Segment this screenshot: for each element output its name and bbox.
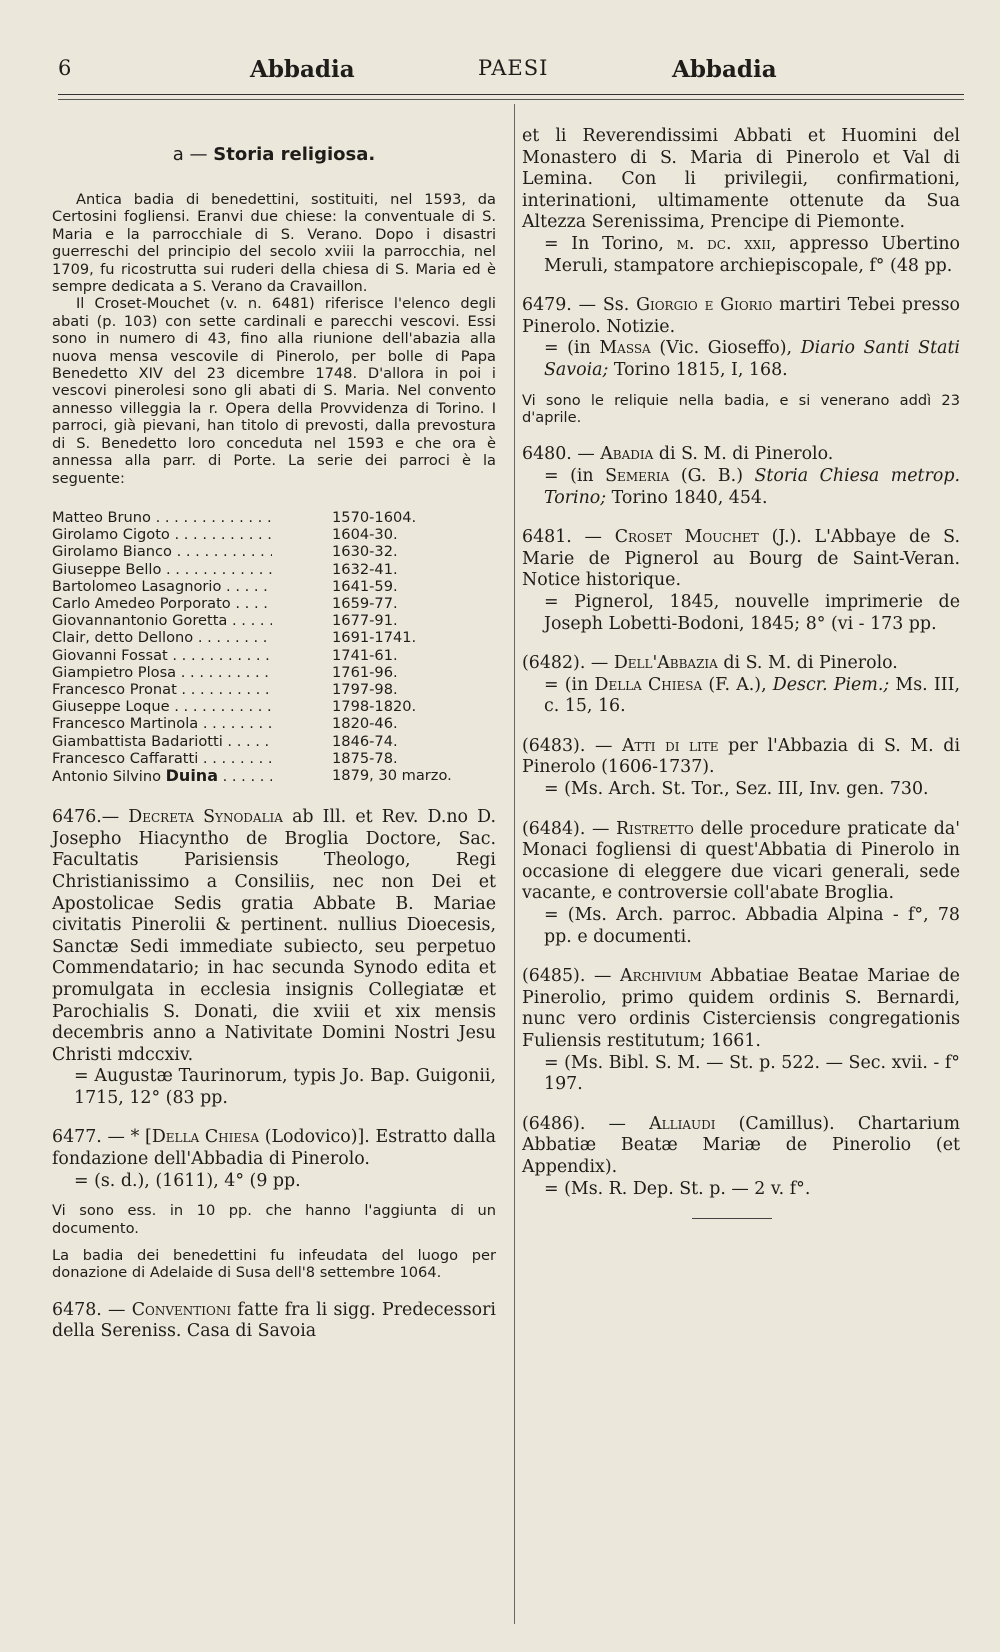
list-item: Giuseppe Loque . . . 1798-1820. bbox=[52, 698, 496, 715]
list-item: Francesco Caffaratti . . . 1875-78. bbox=[52, 750, 496, 767]
note-6477-b: La badia dei benedettini fu infeudata del luogo per donazione di Adelaide di Susa dell'8 settembre 1064. bbox=[52, 1247, 496, 1282]
section-title: a — Storia religiosa. bbox=[172, 144, 376, 165]
list-item: Clair, detto Dellono . . . 1691-1741. bbox=[52, 629, 496, 646]
list-item: Bartolomeo Lasagnorio . . . 1641-59. bbox=[52, 578, 496, 595]
list-item: Girolamo Bianco . . . 1630-32. bbox=[52, 543, 496, 560]
list-item: Francesco Martinola . . . 1820-46. bbox=[52, 715, 496, 732]
header-right-title: Abbadia bbox=[672, 56, 777, 83]
entry-6486: (6486). — Alliaudi (Camillus). Chartarium Abbatiæ Beatæ Mariæ de Pinerolio (et Appendix). = (Ms. R. Dep. St. p. — 2 v. f°. bbox=[522, 1113, 960, 1199]
list-item: Carlo Amedeo Porporato . . . 1659-77. bbox=[52, 595, 496, 612]
abbots-paragraph: Il Croset-Mouchet (v. n. 6481) riferisce l'elenco degli abati (p. 103) con sette cardinali e parecchi vescovi. Essi sono in numero di 43, fino alla riunione dell'abazia alla nuova mensa vescovile di Pinerolo, per bolle di Papa Benedetto XIV del 23 dicembre 1748. D'allora in poi i vescovi pinerolesi sono gli abati di S. Maria. Nel convento annesso villeggia la r. Opera della Provvidenza di Torino. I parroci, già pievani, han titolo di prevosti, dalla prevostura di S. Benedetto loro conceduta nel 1593 e che ora è annessa alla parr. di Porte. La serie dei parroci è la seguente: bbox=[52, 295, 496, 487]
note-6479: Vi sono le reliquie nella badia, e si venerano addì 23 d'aprile. bbox=[522, 391, 960, 426]
page-number: 6 bbox=[58, 56, 72, 80]
header-center-title: PAESI bbox=[478, 56, 549, 80]
history-paragraph: Antica badia di benedettini, sostituiti, nel 1593, da Certosini fogliensi. Eranvi due chiese: la conventuale di S. Maria e la parrocchiale di S. Verano. Dopo i disastri guerreschi del principio del secolo xviii la parrocchia, nel 1709, fu ricostrutta sui ruderi della chiesa di S. Maria ed è sempre dedicata a S. Verano da Cravaillon. bbox=[52, 191, 496, 296]
header-rule bbox=[58, 94, 964, 95]
entry-6476: 6476.— Decreta Synodalia ab Ill. et Rev. D.no D. Josepho Hiacyntho de Broglia Doctore, Sac. Facultatis Parisiensis Theologo, Regi Christianissimo a Consiliis, nec non Dei et Apostolicae Sedis gratia Abbate B. Mariae civitatis Pinerolii & pertinent. nullius Dioecesis, Sanctæ Sedi immediate subiecto, seu perpetuo Commendatario; in hac secunda Synodo edita et promulgata in ecclesia insignis Collegiatæ et Parochialis S. Donati, die xviii et xix mensis decembris anno a Nativitate Domini Nostri Jesu Christi mdccxiv. = Augustæ Taurinorum, typis Jo. Bap. Guigonii, 1715, 12° (83 pp. bbox=[52, 807, 496, 1108]
entry-6478: 6478. — Conventioni fatte fra li sigg. Predecessori della Sereniss. Casa di Savoia bbox=[52, 1299, 496, 1342]
entry-6479: 6479. — Ss. Giorgio e Giorio martiri Tebei presso Pinerolo. Notizie. = (in Massa (Vic. Gioseffo), Diario Santi Stati Savoia; Torino 1815, I, 168. bbox=[522, 295, 960, 380]
entry-6481: 6481. — Croset Mouchet (J.). L'Abbaye de S. Marie de Pignerol au Bourg de Saint-Veran. Notice historique. = Pignerol, 1845, nouvelle imprimerie de Joseph Lobetti-Bodoni, 1845; 8° (vi - 173 pp. bbox=[522, 527, 960, 634]
entry-6477: 6477. — * [Della Chiesa (Lodovico)]. Estratto dalla fondazione dell'Abbadia di Pinerolo. = (s. d.), (1611), 4° (9 pp. bbox=[52, 1127, 496, 1191]
entry-6482: (6482). — Dell'Abbazia di S. M. di Pinerolo. = (in Della Chiesa (F. A.), Descr. Piem.; Ms. III, c. 15, 16. bbox=[522, 653, 960, 717]
list-item: Giovanni Fossat . . . 1741-61. bbox=[52, 647, 496, 664]
list-item: Antonio Silvino Duina . . . 1879, 30 marzo. bbox=[52, 767, 496, 785]
list-item: Matteo Bruno . . . 1570-1604. bbox=[52, 509, 496, 526]
entry-6484: (6484). — Ristretto delle procedure praticate da' Monaci fogliensi di quest'Abbatia di Pinerolo in occasione di eleggere due vicari generali, sede vacante, e controversie coll'abate Broglia. = (Ms. Arch. parroc. Abbadia Alpina - f°, 78 pp. e documenti. bbox=[522, 818, 960, 947]
entry-6478-continued: et li Reverendissimi Abbati et Huomini del Monastero di S. Maria di Pinerolo et Val di Lemina. Con li privilegii, confirmationi, interinationi, ultimamente ottenute da Sua Altezza Serenissima, Prencipe di Piemonte. = In Torino, m. dc. xxii, appresso Ubertino Meruli, stampatore archiepiscopale, f° (48 pp. bbox=[522, 126, 960, 276]
end-rule bbox=[692, 1218, 772, 1219]
list-item: Girolamo Cigoto . . . 1604-30. bbox=[52, 526, 496, 543]
left-column bbox=[52, 136, 496, 1361]
list-item: Giampietro Plosa . . . 1761-96. bbox=[52, 664, 496, 681]
entry-6485: (6485). — Archivium Abbatiae Beatae Mariae de Pinerolio, primo quidem ordinis S. Bernardi, nunc vero ordinis Cisterciensis congregationis Fuliensis restitutum; 1661. = (Ms. Bibl. S. M. — St. p. 522. — Sec. xvii. - f° 197. bbox=[522, 966, 960, 1095]
list-item: Francesco Pronat . . . 1797-98. bbox=[52, 681, 496, 698]
list-item: Giambattista Badariotti . . . 1846-74. bbox=[52, 733, 496, 750]
right-column bbox=[522, 126, 960, 1219]
entry-6480: 6480. — Abadia di S. M. di Pinerolo. = (in Semeria (G. B.) Storia Chiesa metrop. Torino; Torino 1840, 454. bbox=[522, 444, 960, 508]
column-divider bbox=[514, 104, 515, 1624]
running-header bbox=[58, 56, 964, 96]
parish-priests-list bbox=[52, 509, 496, 785]
header-rule-thin bbox=[58, 99, 964, 100]
header-left-title: Abbadia bbox=[250, 56, 355, 83]
list-item: Giovannantonio Goretta . . . 1677-91. bbox=[52, 612, 496, 629]
list-item: Giuseppe Bello . . . 1632-41. bbox=[52, 561, 496, 578]
entry-6483: (6483). — Atti di lite per l'Abbazia di S. M. di Pinerolo (1606-1737). = (Ms. Arch. St. Tor., Sez. III, Inv. gen. 730. bbox=[522, 735, 961, 800]
note-6477-a: Vi sono ess. in 10 pp. che hanno l'aggiunta di un documento. bbox=[52, 1202, 496, 1237]
